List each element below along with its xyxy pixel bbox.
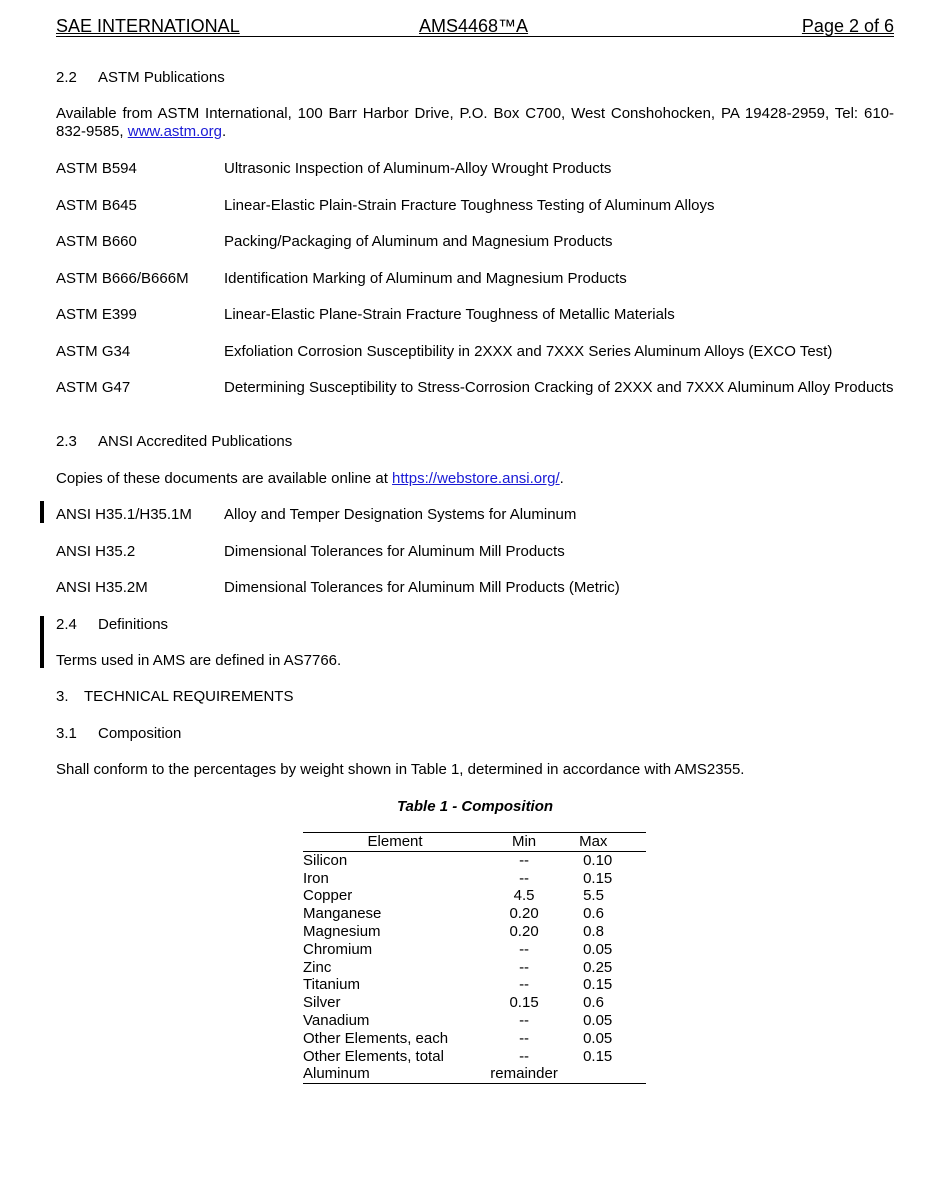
min-cell: 0.20 [509, 905, 539, 923]
table-row [303, 1030, 646, 1048]
header-org: SAE INTERNATIONAL [56, 16, 240, 36]
element-cell: Magnesium [303, 922, 381, 940]
max-cell: 0.15 [583, 976, 613, 994]
table-row [303, 887, 646, 905]
max-cell: 0.25 [583, 958, 613, 976]
reference-title: Determining Susceptibility to Stress-Corrosion Cracking of 2XXX and 7XXX Aluminum Alloy Products [224, 379, 894, 396]
header-page-number: Page 2 of 6 [801, 16, 894, 36]
table-row [303, 1012, 646, 1030]
reference-item [56, 197, 894, 215]
reference-title: Linear-Elastic Plain-Strain Fracture Toughness Testing of Aluminum Alloys [224, 196, 715, 214]
max-cell: 0.6 [583, 994, 604, 1012]
section-number: 2.3 [56, 433, 77, 450]
reference-code: ASTM B594 [56, 160, 137, 177]
table-row [303, 959, 646, 977]
min-cell: -- [519, 869, 530, 887]
ansi-availability-end: . [559, 470, 564, 487]
section-number: 2.2 [56, 69, 77, 86]
min-cell: -- [519, 851, 530, 869]
reference-item [56, 506, 894, 524]
element-cell: Manganese [303, 905, 382, 923]
element-cell: Silver [303, 994, 341, 1012]
reference-code: ANSI H35.1/H35.1M [56, 506, 192, 523]
table-row [303, 905, 646, 923]
definitions-paragraph: Terms used in AMS are defined in AS7766. [56, 652, 342, 669]
column-header-max: Max [561, 833, 646, 852]
reference-item [56, 270, 894, 288]
table-row [303, 976, 646, 994]
element-cell: Copper [303, 887, 353, 905]
section-title: ASTM Publications [98, 69, 225, 86]
section-3-heading [56, 688, 293, 706]
table-row [303, 851, 646, 869]
ansi-availability-text: Copies of these documents are available online at [56, 470, 393, 487]
table-caption: Table 1 - Composition [396, 798, 554, 815]
astm-availability-paragraph [56, 105, 894, 141]
reference-item [56, 306, 894, 324]
astm-availability-text: Available from ASTM International, 100 Barr Harbor Drive, P.O. Box C700, West Conshohocken, PA 19428-2959, Tel: 610-832-9585, [56, 105, 894, 140]
table-row [303, 923, 646, 941]
min-cell: -- [519, 1047, 530, 1065]
change-bar [40, 501, 44, 523]
reference-item [56, 343, 894, 361]
max-cell: 5.5 [583, 887, 604, 905]
page-header [56, 14, 894, 37]
reference-title: Linear-Elastic Plane-Strain Fracture Toughness of Metallic Materials [224, 306, 675, 323]
composition-table [303, 832, 646, 1084]
element-cell: Titanium [303, 976, 360, 994]
ansi-availability-paragraph [56, 470, 564, 488]
section-title: ANSI Accredited Publications [98, 433, 293, 450]
reference-title: Identification Marking of Aluminum and Magnesium Products [224, 269, 627, 287]
reference-code: ASTM B660 [56, 233, 137, 250]
section-2-3-heading [56, 433, 292, 451]
max-cell: 0.05 [583, 1011, 613, 1029]
section-title: Definitions [98, 616, 169, 633]
table-row [303, 994, 646, 1012]
reference-code: ASTM E399 [56, 306, 137, 323]
element-cell: Other Elements, each [303, 1029, 449, 1047]
header-doc-id: AMS4468™A [419, 16, 529, 36]
reference-code: ASTM B645 [56, 196, 137, 214]
ansi-link[interactable]: https://webstore.ansi.org/ [392, 470, 560, 487]
element-cell: Chromium [303, 940, 373, 958]
table-row [303, 1048, 646, 1066]
section-number: 3. [56, 688, 69, 705]
min-cell: -- [519, 940, 530, 958]
reference-title: Dimensional Tolerances for Aluminum Mill Products [224, 542, 565, 560]
max-cell: 0.10 [583, 851, 613, 869]
section-number: 2.4 [56, 616, 77, 633]
reference-code: ASTM G47 [56, 379, 131, 396]
reference-code: ASTM G34 [56, 342, 131, 360]
change-bar [40, 616, 44, 668]
column-header-element: Element [303, 833, 487, 852]
section-title: TECHNICAL REQUIREMENTS [84, 688, 294, 705]
reference-code: ASTM B666/B666M [56, 269, 189, 287]
section-3-1-heading [56, 725, 181, 743]
reference-item [56, 233, 894, 251]
max-cell: 0.05 [583, 940, 613, 958]
min-cell: -- [519, 1029, 530, 1047]
max-cell: 0.15 [583, 1047, 613, 1065]
section-title: Composition [98, 725, 182, 742]
section-2-2-heading [56, 69, 225, 87]
element-cell: Zinc [303, 958, 332, 976]
table-row [303, 941, 646, 959]
section-number: 3.1 [56, 725, 77, 742]
max-cell: 0.6 [583, 905, 604, 923]
min-cell: remainder [487, 1065, 561, 1083]
table-row [303, 1065, 646, 1083]
max-cell: 0.05 [583, 1029, 613, 1047]
reference-item [56, 543, 894, 561]
composition-paragraph: Shall conform to the percentages by weight shown in Table 1, determined in accordance with AMS2355. [56, 761, 745, 778]
reference-item [56, 160, 894, 178]
max-cell: 0.8 [583, 922, 604, 940]
min-cell: 0.20 [509, 922, 539, 940]
element-cell: Aluminum [303, 1065, 487, 1083]
max-cell [561, 1065, 646, 1083]
section-2-4-heading [56, 616, 168, 634]
min-cell: -- [519, 958, 530, 976]
min-cell: 4.5 [513, 887, 535, 905]
element-cell: Vanadium [303, 1011, 370, 1029]
astm-availability-end: . [221, 123, 227, 140]
element-cell: Silicon [303, 851, 348, 869]
reference-title: Ultrasonic Inspection of Aluminum-Alloy Wrought Products [224, 160, 612, 177]
reference-title: Dimensional Tolerances for Aluminum Mill Products (Metric) [224, 579, 620, 596]
reference-title: Packing/Packaging of Aluminum and Magnesium Products [224, 233, 613, 250]
max-cell: 0.15 [583, 869, 613, 887]
min-cell: -- [519, 1011, 530, 1029]
element-cell: Other Elements, total [303, 1047, 444, 1065]
table-row [303, 870, 646, 888]
min-cell: 0.15 [509, 994, 539, 1012]
reference-title: Alloy and Temper Designation Systems for Aluminum [224, 506, 577, 523]
astm-link[interactable]: www.astm.org [127, 123, 222, 140]
table-header-row [303, 833, 646, 852]
column-header-min: Min [487, 833, 561, 852]
reference-title: Exfoliation Corrosion Susceptibility in 2XXX and 7XXX Series Aluminum Alloys (EXCO Test) [224, 342, 833, 360]
element-cell: Iron [303, 869, 329, 887]
reference-code: ANSI H35.2M [56, 579, 148, 596]
min-cell: -- [519, 976, 530, 994]
reference-item [56, 379, 894, 397]
reference-code: ANSI H35.2 [56, 542, 136, 560]
reference-item [56, 579, 894, 597]
